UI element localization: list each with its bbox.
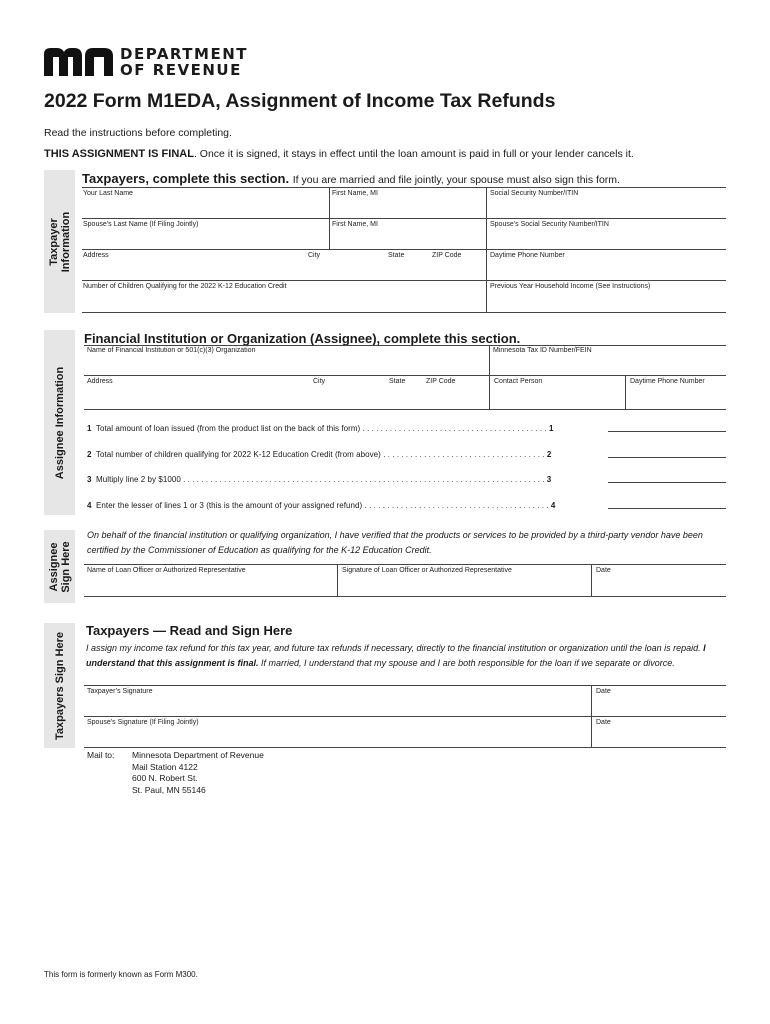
mn-logo-icon bbox=[44, 46, 114, 76]
line-4: 4 Enter the lesser of lines 1 or 3 (this is the amount of your assigned refund) . . . . . . . . . . . . . . . . . . . . . . . . . . . . . . . . . . . . . . . . . 4 bbox=[87, 501, 556, 510]
tax-id-label: Minnesota Tax ID Number/FEIN bbox=[493, 347, 592, 354]
spouse-date-label: Date bbox=[596, 719, 611, 726]
first-name-label: First Name, MI bbox=[332, 190, 378, 197]
footer-note: This form is formerly known as Form M300. bbox=[44, 970, 198, 979]
department-logo bbox=[44, 45, 248, 82]
state-label: State bbox=[388, 252, 405, 259]
prev-income-label: Previous Year Household Income (See Instructions) bbox=[490, 283, 651, 290]
contact-person-label: Contact Person bbox=[494, 378, 543, 385]
children-label: Number of Children Qualifying for the 2022 K-12 Education Credit bbox=[83, 283, 287, 290]
taxpayer-statement: I assign my income tax refund for this tax year, and future tax refunds if necessary, directly to the financial institution or organization until the loan is repaid. I understand that this assignment is final. If married, I understand that my spouse and I are both responsible for the loan if we separate or divorce. bbox=[86, 643, 706, 668]
taxpayer-sign-title: Taxpayers — Read and Sign Here bbox=[86, 623, 293, 638]
mail-address bbox=[132, 750, 264, 796]
line-2: 2 Total number of children qualifying for 2022 K-12 Education Credit (from above) . . . . . . . . . . . . . . . . . . . . . . . . . . . . . . . . . . . . 2 bbox=[87, 450, 552, 459]
mail-address-line: St. Paul, MN 55146 bbox=[132, 784, 206, 795]
line-2-field[interactable] bbox=[608, 457, 726, 458]
final-notice bbox=[44, 148, 634, 160]
assignee-phone-label: Daytime Phone Number bbox=[630, 378, 705, 385]
address-label: Address bbox=[83, 252, 109, 259]
taxpayer-date-label: Date bbox=[596, 688, 611, 695]
intro-text: Read the instructions before completing. bbox=[44, 127, 232, 139]
phone-label: Daytime Phone Number bbox=[490, 252, 565, 259]
line-1: 1 Total amount of loan issued (from the product list on the back of this form) . . . . . . . . . . . . . . . . . . . . . . . . . . . . . . . . . . . . . . . . . 1 bbox=[87, 424, 554, 433]
taxpayer-signature-label: Taxpayer’s Signature bbox=[87, 688, 153, 695]
final-notice-rest: . Once it is signed, it stays in effect until the loan amount is paid in full or your lender cancels it. bbox=[193, 148, 634, 160]
assignee-side-label: Assignee Information bbox=[44, 330, 75, 515]
spouse-ssn-label: Spouse’s Social Security Number/ITIN bbox=[490, 221, 609, 228]
assignee-state-label: State bbox=[389, 378, 406, 385]
taxpayer-sign-side-label: Taxpayers Sign Here bbox=[44, 623, 75, 748]
spouse-signature-label: Spouse’s Signature (If Filing Jointly) bbox=[87, 719, 199, 726]
mail-address-line: Mail Station 4122 bbox=[132, 761, 198, 772]
assignee-zip-label: ZIP Code bbox=[426, 378, 456, 385]
zip-label: ZIP Code bbox=[432, 252, 462, 259]
taxpayer-section-subtitle: If you are married and file jointly, your spouse must also sign this form. bbox=[292, 174, 620, 186]
last-name-label: Your Last Name bbox=[83, 190, 133, 197]
taxpayer-section-title: Taxpayers, complete this section. If you are married and file jointly, your spouse must also sign this form. bbox=[82, 171, 620, 186]
line-3-field[interactable] bbox=[608, 482, 726, 483]
form-title: 2022 Form M1EDA, Assignment of Income Tax Refunds bbox=[44, 90, 556, 112]
officer-signature-label: Signature of Loan Officer or Authorized Representative bbox=[342, 567, 512, 574]
mail-address-line: 600 N. Robert St. bbox=[132, 773, 198, 783]
mail-to-label: Mail to: bbox=[87, 750, 115, 760]
logo-line-1: DEPARTMENT bbox=[120, 45, 248, 63]
assignee-section-title: Financial Institution or Organization (Assignee), complete this section. bbox=[84, 331, 521, 346]
officer-name-label: Name of Loan Officer or Authorized Representative bbox=[87, 567, 246, 574]
city-label: City bbox=[308, 252, 321, 259]
line-3: 3 Multiply line 2 by $1000 . . . . . . . . . . . . . . . . . . . . . . . . . . . . . . . . . . . . . . . . . . . . . . . . . . . . . . . . . . . . . . . . . . . . . . . . . . . . . . . . 3 bbox=[87, 475, 552, 484]
line-4-field[interactable] bbox=[608, 508, 726, 509]
assignee-address-label: Address bbox=[87, 378, 113, 385]
org-name-label: Name of Financial Institution or 501(c)(3) Organization bbox=[87, 347, 256, 354]
logo-line-2: OF REVENUE bbox=[120, 61, 242, 79]
mail-address-line: Minnesota Department of Revenue bbox=[132, 750, 264, 760]
assignee-statement: On behalf of the financial institution or qualifying organization, I have verified that the products or services to be provided by a third-party vendor have been certified by the Commissioner of Education as qualifying for the K-12 Education Credit. bbox=[87, 530, 703, 555]
officer-date-label: Date bbox=[596, 567, 611, 574]
assignee-sign-side-label: Assignee Sign Here bbox=[44, 530, 75, 603]
final-notice-bold: THIS ASSIGNMENT IS FINAL bbox=[44, 148, 194, 160]
spouse-last-name-label: Spouse’s Last Name (If Filing Jointly) bbox=[83, 221, 199, 228]
assignee-city-label: City bbox=[313, 378, 326, 385]
ssn-label: Social Security Number/ITIN bbox=[490, 190, 579, 197]
spouse-first-name-label: First Name, MI bbox=[332, 221, 378, 228]
taxpayer-side-label: Taxpayer Information bbox=[44, 170, 75, 313]
line-1-field[interactable] bbox=[608, 431, 726, 432]
